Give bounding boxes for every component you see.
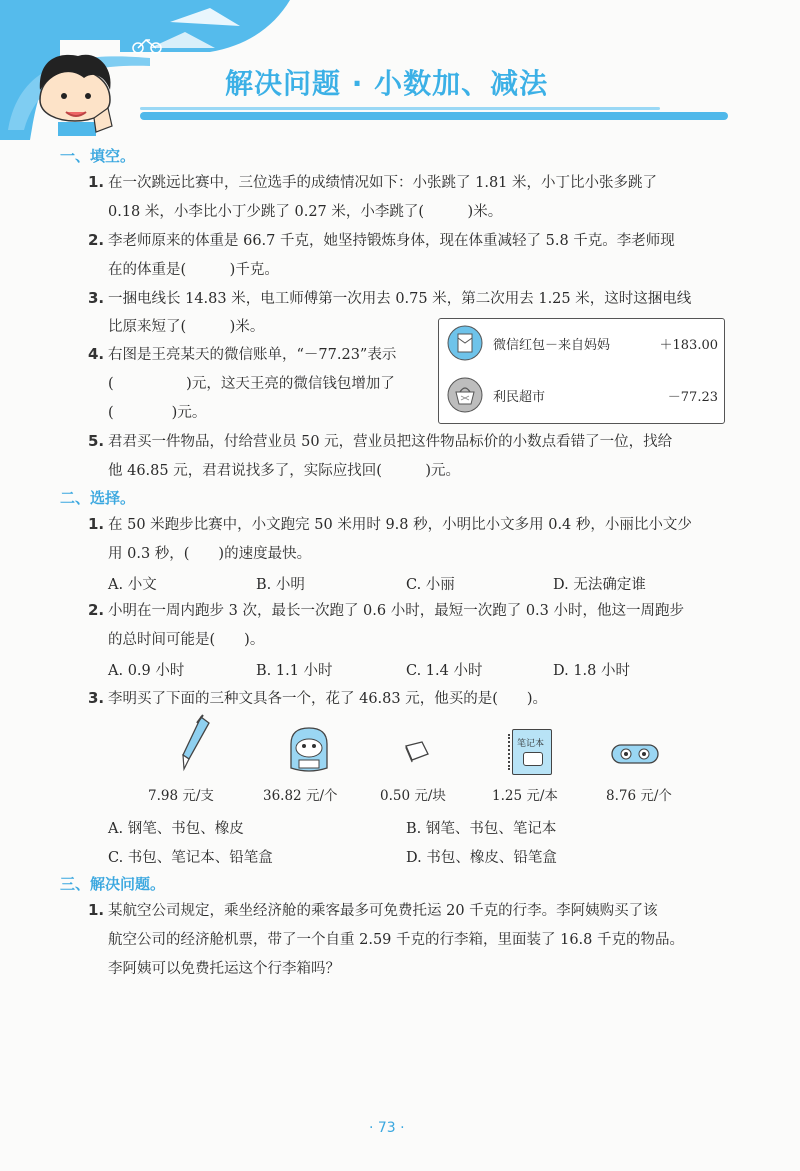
question-text: 用 0.3 秒，( )的速度最快。 <box>108 546 312 562</box>
question-number: 1. <box>88 515 105 533</box>
question-number: 4. <box>88 345 105 363</box>
option-a[interactable]: A. 小文 <box>108 577 157 593</box>
question-text: 他 46.85 元，君君说找多了，实际应找回( )元。 <box>108 463 461 479</box>
question-text: 李阿姨可以免费托运这个行李箱吗？ <box>108 961 340 977</box>
bill-amount: ＋183.00 <box>659 338 718 353</box>
option-b[interactable]: B. 小明 <box>256 577 305 593</box>
price-eraser: 0.50 元/块 <box>380 788 446 804</box>
bill-row-red-packet <box>439 319 724 369</box>
section-title-choice: 二、选择。 <box>60 489 136 507</box>
shopping-basket-icon <box>447 377 483 413</box>
option-a[interactable]: A. 0.9 小时 <box>108 663 185 679</box>
question-text: 在的体重是( )千克。 <box>108 262 279 278</box>
question-number: 3. <box>88 289 105 307</box>
question-text: 0.18 米，小李比小丁少跳了 0.27 米，小李跳了( )米。 <box>108 204 503 220</box>
schoolbag-icon <box>285 724 333 774</box>
red-packet-icon <box>447 325 483 361</box>
option-c[interactable]: C. 书包、笔记本、铅笔盒 <box>108 850 273 866</box>
notebook-icon <box>512 729 552 775</box>
question-text: 右图是王亮某天的微信账单，“－77.23”表示 <box>108 347 397 363</box>
option-d[interactable]: D. 无法确定谁 <box>553 577 646 593</box>
bill-label: 利民超市 <box>493 390 546 405</box>
notebook-cover-text: 笔记本 <box>517 739 545 749</box>
question-number: 1. <box>88 173 105 191</box>
option-c[interactable]: C. 1.4 小时 <box>406 663 483 679</box>
question-number: 1. <box>88 901 105 919</box>
question-text: ( )元，这天王亮的微信钱包增加了 <box>108 376 395 392</box>
bill-row-supermarket <box>439 371 724 421</box>
wechat-bill <box>438 318 725 424</box>
option-b[interactable]: B. 1.1 小时 <box>256 663 333 679</box>
question-text: 李老师原来的体重是 66.7 千克，她坚持锻炼身体，现在体重减轻了 5.8 千克。李老师现 <box>108 233 675 249</box>
question-text: 在一次跳远比赛中，三位选手的成绩情况如下：小张跳了 1.81 米，小丁比小张多跳了 <box>108 175 658 191</box>
pencil-case-icon <box>610 741 660 767</box>
question-text: 君君买一件物品，付给营业员 50 元，营业员把这件物品标价的小数点看错了一位，找给 <box>108 434 673 450</box>
question-text: 李明买了下面的三种文具各一个，花了 46.83 元，他买的是( )。 <box>108 691 548 707</box>
eraser-icon <box>402 738 430 764</box>
price-schoolbag: 36.82 元/个 <box>263 788 338 804</box>
bill-amount: －77.23 <box>667 390 718 405</box>
option-c[interactable]: C. 小丽 <box>406 577 455 593</box>
question-text: 某航空公司规定，乘坐经济舱的乘客最多可免费托运 20 千克的行李。李阿姨购买了该 <box>108 903 658 919</box>
question-text: 在 50 米跑步比赛中，小文跑完 50 米用时 9.8 秒，小明比小文多用 0.4 秒，小丽比小文少 <box>108 517 692 533</box>
question-number: 3. <box>88 689 105 707</box>
bill-label: 微信红包－来自妈妈 <box>493 338 611 353</box>
price-notebook: 1.25 元/本 <box>492 788 558 804</box>
option-d[interactable]: D. 书包、橡皮、铅笔盒 <box>406 850 557 866</box>
question-text: ( )元。 <box>108 405 207 421</box>
option-a[interactable]: A. 钢笔、书包、橡皮 <box>108 821 244 837</box>
page-title: 解决问题 · 小数加、减法 <box>225 67 549 100</box>
question-text: 一捆电线长 14.83 米，电工师傅第一次用去 0.75 米，第二次用去 1.25 米，这时这捆电线 <box>108 291 692 307</box>
option-d[interactable]: D. 1.8 小时 <box>553 663 630 679</box>
question-number: 2. <box>88 601 105 619</box>
option-b[interactable]: B. 钢笔、书包、笔记本 <box>406 821 557 837</box>
price-pen: 7.98 元/支 <box>148 788 214 804</box>
pen-icon <box>175 713 215 773</box>
section-title-fill-blank: 一、填空。 <box>60 147 136 165</box>
question-text: 小明在一周内跑步 3 次，最长一次跑了 0.6 小时，最短一次跑了 0.3 小时，他这一周跑步 <box>108 603 684 619</box>
page-number: · 73 · <box>369 1120 405 1136</box>
section-title-problem-solving: 三、解决问题。 <box>60 875 166 893</box>
question-text: 的总时间可能是( )。 <box>108 632 265 648</box>
question-text: 比原来短了( )米。 <box>108 319 265 335</box>
question-number: 5. <box>88 432 105 450</box>
price-pencil-case: 8.76 元/个 <box>606 788 672 804</box>
question-number: 2. <box>88 231 105 249</box>
question-text: 航空公司的经济舱机票，带了一个自重 2.59 千克的行李箱，里面装了 16.8 千克的物品。 <box>108 932 685 948</box>
